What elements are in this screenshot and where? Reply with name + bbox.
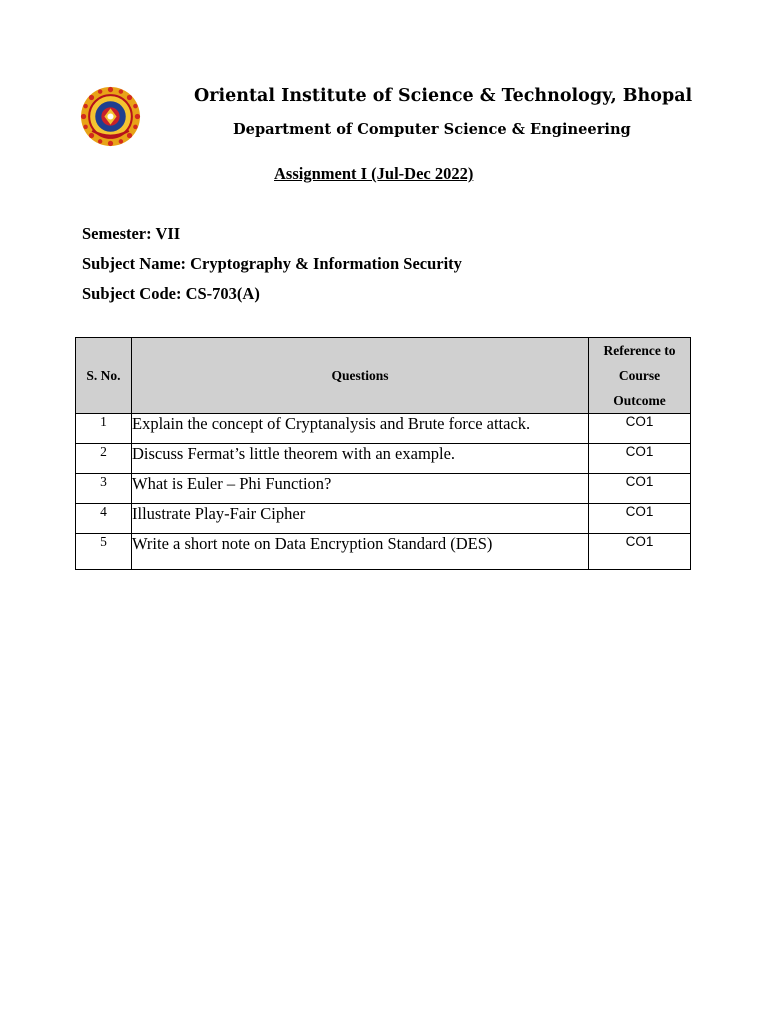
- row-question: What is Euler – Phi Function?: [132, 474, 589, 504]
- subject-name-line: Subject Name: Cryptography & Information Security: [82, 254, 462, 273]
- table-row: [76, 414, 691, 444]
- row-reference: CO1: [589, 444, 691, 474]
- assignment-title: Assignment I (Jul-Dec 2022): [274, 164, 474, 183]
- table-row: [76, 444, 691, 474]
- row-question: Illustrate Play-Fair Cipher: [132, 504, 589, 534]
- header-sno: S. No.: [76, 338, 132, 414]
- header-reference-line: Course: [618, 368, 661, 383]
- table-row: [76, 504, 691, 534]
- row-sno: 2: [76, 444, 132, 474]
- row-reference: CO1: [589, 414, 691, 444]
- semester-line: Semester: VII: [82, 224, 181, 243]
- subject-code-line: Subject Code: CS-703(A): [82, 284, 260, 303]
- row-sno: 1: [76, 414, 132, 444]
- questions-table: [75, 337, 691, 570]
- row-question: Write a short note on Data Encryption Standard (DES): [132, 534, 589, 570]
- institute-name: Oriental Institute of Science & Technology, Bhopal: [194, 86, 693, 106]
- table-row: [76, 474, 691, 504]
- row-reference: CO1: [589, 474, 691, 504]
- header-reference-line: Outcome: [613, 393, 666, 408]
- table-header-row: [76, 338, 691, 414]
- row-question: Explain the concept of Cryptanalysis and Brute force attack.: [132, 414, 589, 444]
- department-name: Department of Computer Science & Engineering: [233, 121, 631, 138]
- header-reference-line: Reference to: [603, 343, 676, 358]
- row-question: Discuss Fermat’s little theorem with an example.: [132, 444, 589, 474]
- row-sno: 5: [76, 534, 132, 570]
- row-reference: CO1: [589, 534, 691, 570]
- header-reference: [589, 338, 691, 414]
- row-sno: 3: [76, 474, 132, 504]
- row-reference: CO1: [589, 504, 691, 534]
- table-row: [76, 534, 691, 570]
- header-questions: Questions: [132, 338, 589, 414]
- row-sno: 4: [76, 504, 132, 534]
